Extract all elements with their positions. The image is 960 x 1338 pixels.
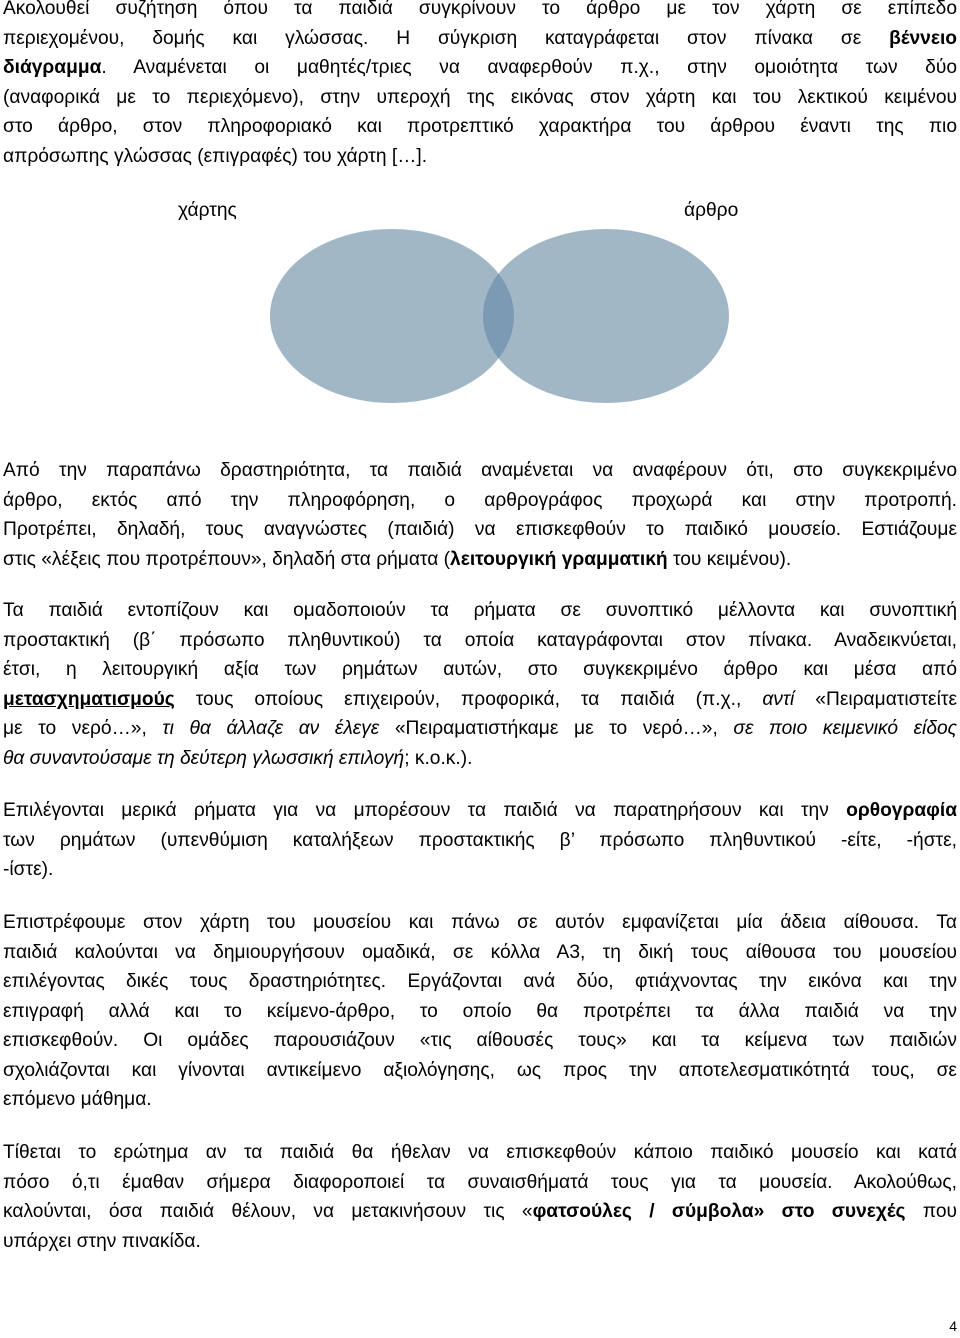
text-segment: «Πειραματιστείτε bbox=[794, 688, 958, 710]
text-segment: τους οποίους επιχειρούν, προφορικά, τα παιδιά (π.χ., bbox=[174, 688, 763, 710]
text-line bbox=[3, 515, 957, 545]
text-line bbox=[3, 456, 957, 486]
text-segment: επιλέγοντας δικές τους δραστηριότητες. Εργάζονται ανά δύο, φτιάχνοντας την εικόνα και την bbox=[3, 971, 957, 992]
text-line bbox=[3, 685, 957, 715]
text-line bbox=[3, 1168, 957, 1198]
text-segment: υπάρχει στην πινακίδα. bbox=[3, 1230, 201, 1252]
text-segment: επόμενο μάθημα. bbox=[3, 1089, 152, 1110]
text-segment: λειτουργική γραμματική bbox=[450, 548, 668, 570]
text-line bbox=[3, 83, 957, 113]
text-segment: φατσούλες / σύμβολα» στο συνεχές bbox=[532, 1201, 906, 1222]
text-segment: Επιστρέφουμε στον χάρτη του μουσείου και πάνω σε αυτόν εμφανίζεται μία άδεια αίθουσα. Τα bbox=[3, 912, 957, 933]
text-segment: στο άρθρο, στον πληροφοριακό και προτρεπτικό χαρακτήρα του άρθρου έναντι της πιο bbox=[3, 116, 957, 137]
text-segment: τι θα άλλαζε αν έλεγε bbox=[162, 718, 380, 739]
text-line bbox=[3, 53, 957, 83]
text-line bbox=[3, 1085, 957, 1115]
text-segment: Τα παιδιά εντοπίζουν και ομαδοποιούν τα ρήματα σε συνοπτικό μέλλοντα και συνοπτική bbox=[3, 600, 957, 621]
text-line bbox=[3, 24, 957, 54]
text-segment: επισκεφθούν. Οι ομάδες παρουσιάζουν «τις αίθουσές τους» και τα κείμενα των παιδιών bbox=[3, 1030, 957, 1051]
venn-circle-article bbox=[483, 229, 729, 403]
text-segment: επιγραφή αλλά και το κείμενο-άρθρο, το οποίο θα προτρέπει τα άλλα παιδιά να την bbox=[3, 1000, 957, 1022]
text-line bbox=[3, 655, 957, 685]
text-segment: των ρημάτων (υπενθύμιση καταλήξεων προστακτικής β’ πρόσωπο πληθυντικού -είτε, -ήστε, bbox=[3, 829, 957, 851]
text-segment: Τίθεται το ερώτημα αν τα παιδιά θα ήθελαν να επισκεφθούν κάποιο παιδικό μουσείο και κατά bbox=[3, 1142, 957, 1163]
text-segment: (αναφορικά με το περιεχόμενο), στην υπεροχή της εικόνας στον χάρτη και του λεκτικού κειμένου bbox=[3, 86, 957, 108]
text-segment: Από την παραπάνω δραστηριότητα, τα παιδιά αναμένεται να αναφέρουν ότι, στο συγκεκριμένο bbox=[3, 460, 957, 481]
text-segment: πόσο ό,τι έμαθαν σήμερα διαφοροποιεί τα συναισθήματά τους για τα μουσεία. Ακολούθως, bbox=[3, 1171, 957, 1193]
text-line bbox=[3, 112, 957, 142]
venn-label-article: άρθρο bbox=[684, 200, 739, 221]
text-line bbox=[3, 908, 957, 938]
text-line bbox=[3, 0, 957, 24]
text-segment: Ακολουθεί συζήτηση όπου τα παιδιά συγκρίνουν το άρθρο με τον χάρτη σε επίπεδο bbox=[3, 0, 957, 19]
text-segment: προστακτική (β΄ πρόσωπο πληθυντικού) τα οποία καταγράφονται στον πίνακα. Αναδεικνύεται, bbox=[3, 629, 957, 651]
text-segment: σχολιάζονται και γίνονται αντικείμενο αξιολόγησης, ως προς την αποτελεσματικότητά τους, σε bbox=[3, 1059, 957, 1081]
paragraph-spelling bbox=[3, 796, 957, 885]
text-line bbox=[3, 938, 957, 968]
text-segment: ; κ.ο.κ.). bbox=[404, 747, 473, 769]
page-number: 4 bbox=[949, 1318, 957, 1334]
paragraph-activity-result bbox=[3, 456, 957, 574]
venn-diagram bbox=[270, 228, 750, 408]
text-segment: -ίστε). bbox=[3, 859, 54, 880]
text-segment: με το νερό…», bbox=[3, 718, 163, 739]
paragraph-verbs-grouping bbox=[3, 596, 957, 773]
text-line bbox=[3, 997, 957, 1027]
text-segment: ορθογραφία bbox=[846, 800, 957, 821]
text-segment: διάγραμμα bbox=[3, 57, 102, 78]
venn-circle-map bbox=[270, 229, 514, 403]
text-line bbox=[3, 596, 957, 626]
text-segment: που bbox=[905, 1201, 958, 1222]
text-segment: απρόσωπης γλώσσας (επιγραφές) του χάρτη […]. bbox=[3, 145, 428, 167]
text-line bbox=[3, 486, 957, 516]
paragraph-museum-room bbox=[3, 908, 957, 1115]
text-segment: «Πειραματιστήκαμε με το νερό…», bbox=[379, 718, 734, 739]
text-line bbox=[3, 545, 957, 575]
text-line bbox=[3, 1056, 957, 1086]
text-line bbox=[3, 142, 957, 172]
text-segment: καλούνται, όσα παιδιά θέλουν, να μετακινήσουν τις « bbox=[3, 1201, 533, 1222]
text-line bbox=[3, 1197, 957, 1227]
text-segment: του κειμένου). bbox=[667, 548, 792, 570]
text-segment: σε ποιο κειμενικό είδος bbox=[733, 718, 957, 739]
text-line bbox=[3, 1138, 957, 1168]
paragraph-venn-intro bbox=[3, 0, 957, 171]
text-line bbox=[3, 626, 957, 656]
text-line bbox=[3, 714, 957, 744]
text-segment: περιεχομένου, δομής και γλώσσας. Η σύγκριση καταγράφεται στον πίνακα σε bbox=[3, 27, 890, 49]
text-segment: . Αναμένεται οι μαθητές/τριες να αναφερθούν π.χ., στην ομοιότητα των δύο bbox=[101, 57, 957, 78]
text-segment: παιδιά καλούνται να δημιουργήσουν ομαδικά, σε κόλλα Α3, τη δική τους αίθουσα του μουσείου bbox=[3, 941, 957, 963]
text-line bbox=[3, 1227, 957, 1257]
text-segment: αντί bbox=[762, 688, 795, 710]
text-line bbox=[3, 826, 957, 856]
text-line bbox=[3, 855, 957, 885]
paragraph-closing-question bbox=[3, 1138, 957, 1256]
text-segment: άρθρο, εκτός από την πληροφόρηση, ο αρθρογράφος προχωρά και στην προτροπή. bbox=[3, 489, 957, 511]
venn-label-map: χάρτης bbox=[178, 200, 237, 221]
text-line bbox=[3, 796, 957, 826]
text-line bbox=[3, 967, 957, 997]
text-segment: βέννειο bbox=[889, 27, 957, 49]
text-segment: Προτρέπει, δηλαδή, τους αναγνώστες (παιδιά) να επισκεφθούν το παιδικό μουσείο. Εστιάζουμε bbox=[3, 519, 957, 540]
text-segment: θα συναντούσαμε τη δεύτερη γλωσσική επιλογή bbox=[3, 747, 405, 769]
text-segment: στις «λέξεις που προτρέπουν», δηλαδή στα ρήματα ( bbox=[3, 548, 451, 570]
text-segment: έτσι, η λειτουργική αξία των ρημάτων αυτών, στο συγκεκριμένο άρθρο και μέσα από bbox=[3, 659, 957, 680]
text-segment: μετασχηματισμούς bbox=[3, 688, 175, 710]
text-line bbox=[3, 1026, 957, 1056]
text-segment: Επιλέγονται μερικά ρήματα για να μπορέσουν τα παιδιά να παρατηρήσουν και την bbox=[3, 800, 847, 821]
text-line bbox=[3, 744, 957, 774]
